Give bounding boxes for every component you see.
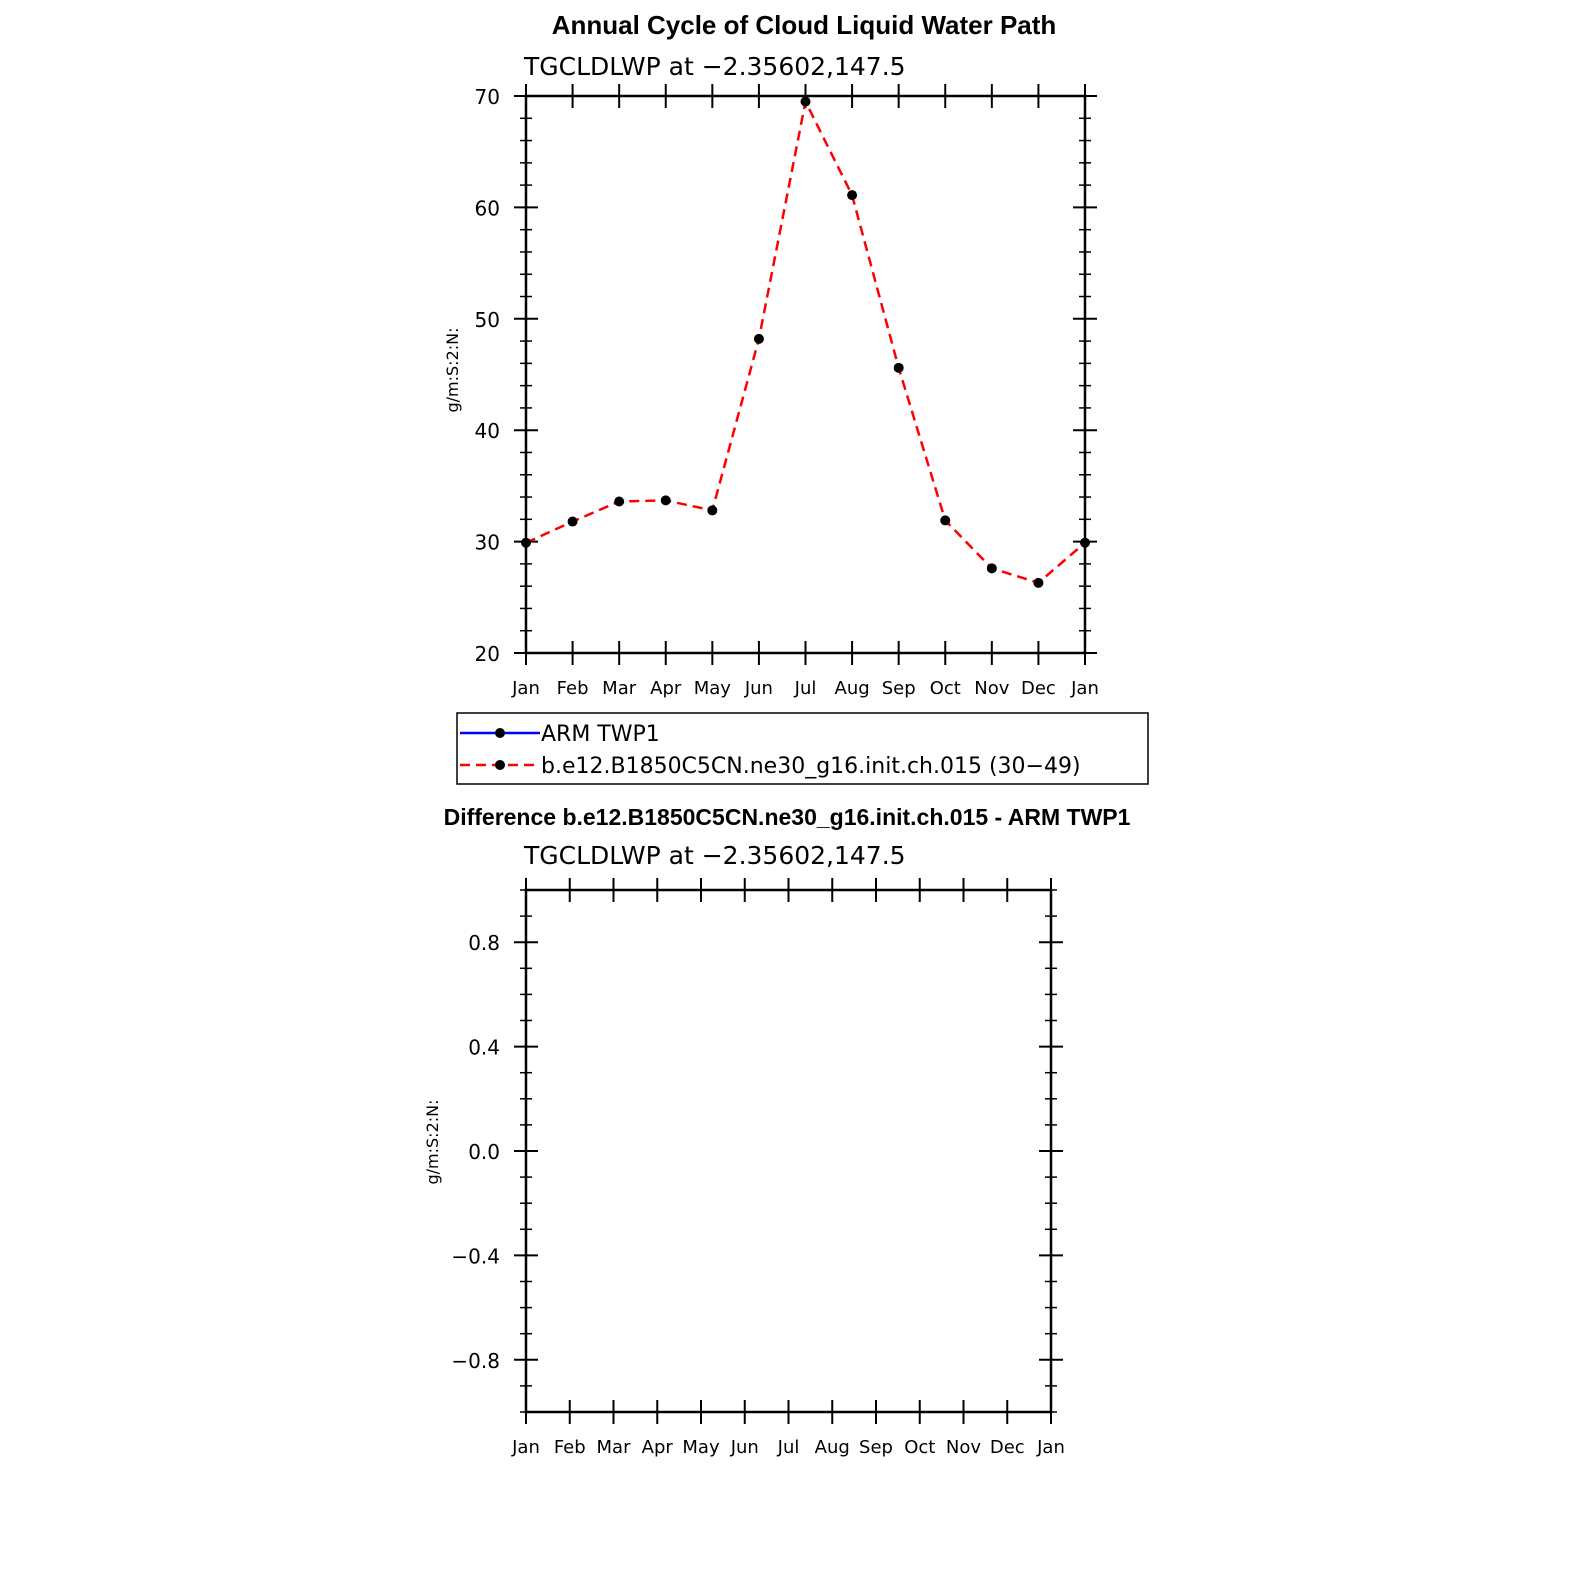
y-tick-label: 30 [474,530,500,555]
data-point [847,190,857,200]
y-tick-label: 60 [474,196,500,221]
x-tick-label: Apr [650,678,682,699]
y-axis-label: g/m:S:2:N: [443,327,462,413]
x-tick-label: Jan [512,1437,540,1458]
chart-title: Difference b.e12.B1850C5CN.ne30_g16.init.ch.015 - ARM TWP1 [443,804,1131,830]
plot-border [526,96,1085,653]
legend [457,713,1148,784]
x-tick-label: Feb [556,678,589,699]
x-tick-label: Jan [512,678,540,699]
y-tick-label: 50 [474,307,500,332]
data-point [1033,578,1043,588]
x-tick-labels [511,1437,1065,1458]
x-tick-label: May [682,1437,720,1458]
axis-ticks [514,878,1063,1424]
x-tick-label: Dec [989,1437,1025,1458]
difference-panel [423,804,1131,1458]
annual-cycle-panel [443,10,1099,699]
legend-swatch-marker [495,760,505,770]
data-point [1080,538,1090,548]
legend-label: b.e12.B1850C5CN.ne30_g16.init.ch.015 (30−49) [541,754,1081,779]
series-layer [521,97,1090,588]
y-tick-label: −0.4 [451,1244,500,1269]
y-tick-labels [451,931,500,1373]
x-tick-label: Nov [974,678,1010,699]
y-tick-label: 0.0 [468,1140,500,1164]
chart-subtitle: TGCLDLWP at −2.35602,147.5 [524,52,906,81]
x-tick-label: Oct [904,1437,936,1458]
y-tick-label: 0.4 [468,1035,500,1060]
plot-frame [526,890,1051,1412]
x-tick-label: Mar [596,1437,631,1458]
y-tick-label: 20 [474,642,500,666]
x-tick-label: Jan [1071,678,1099,699]
legend-swatch-marker [495,728,505,738]
x-tick-label: Nov [945,1437,982,1458]
x-tick-label: Jan [1037,1437,1065,1458]
data-point [614,496,624,506]
x-tick-label: Aug [834,678,870,699]
data-point [521,538,531,548]
data-point [754,334,764,344]
x-tick-label: Jun [744,678,773,699]
x-tick-label: Mar [602,678,637,699]
x-tick-label: Oct [929,678,961,699]
x-tick-label: Sep [859,1437,893,1458]
chart-title: Annual Cycle of Cloud Liquid Water Path [551,10,1057,40]
x-tick-label: Jul [777,1437,800,1458]
legend-item-model [460,754,1081,779]
legend-label: ARM TWP1 [541,722,660,747]
data-point [940,515,950,525]
y-tick-label: 70 [474,85,500,109]
x-tick-labels [511,678,1099,699]
x-tick-label: Feb [553,1437,586,1458]
x-tick-label: Dec [1020,678,1056,699]
x-tick-label: Aug [814,1437,850,1458]
data-point [661,495,671,505]
data-point [707,505,717,515]
x-tick-label: Jul [794,678,817,699]
y-axis-label: g/m:S:2:N: [423,1099,442,1185]
y-tick-label: 40 [474,419,500,444]
data-point [801,97,811,107]
plot-border [526,890,1051,1412]
x-tick-label: Sep [881,678,916,699]
chart-subtitle: TGCLDLWP at −2.35602,147.5 [524,841,906,870]
x-tick-label: Apr [641,1437,673,1458]
y-tick-label: −0.8 [451,1348,500,1373]
data-point [987,563,997,573]
axis-ticks [514,84,1097,665]
series-line [526,102,1085,583]
x-tick-label: May [693,678,731,699]
y-tick-label: 0.8 [468,931,500,956]
data-point [568,517,578,527]
y-tick-labels [475,85,500,666]
x-tick-label: Jun [730,1437,759,1458]
data-point [894,363,904,373]
plot-frame [526,96,1085,653]
